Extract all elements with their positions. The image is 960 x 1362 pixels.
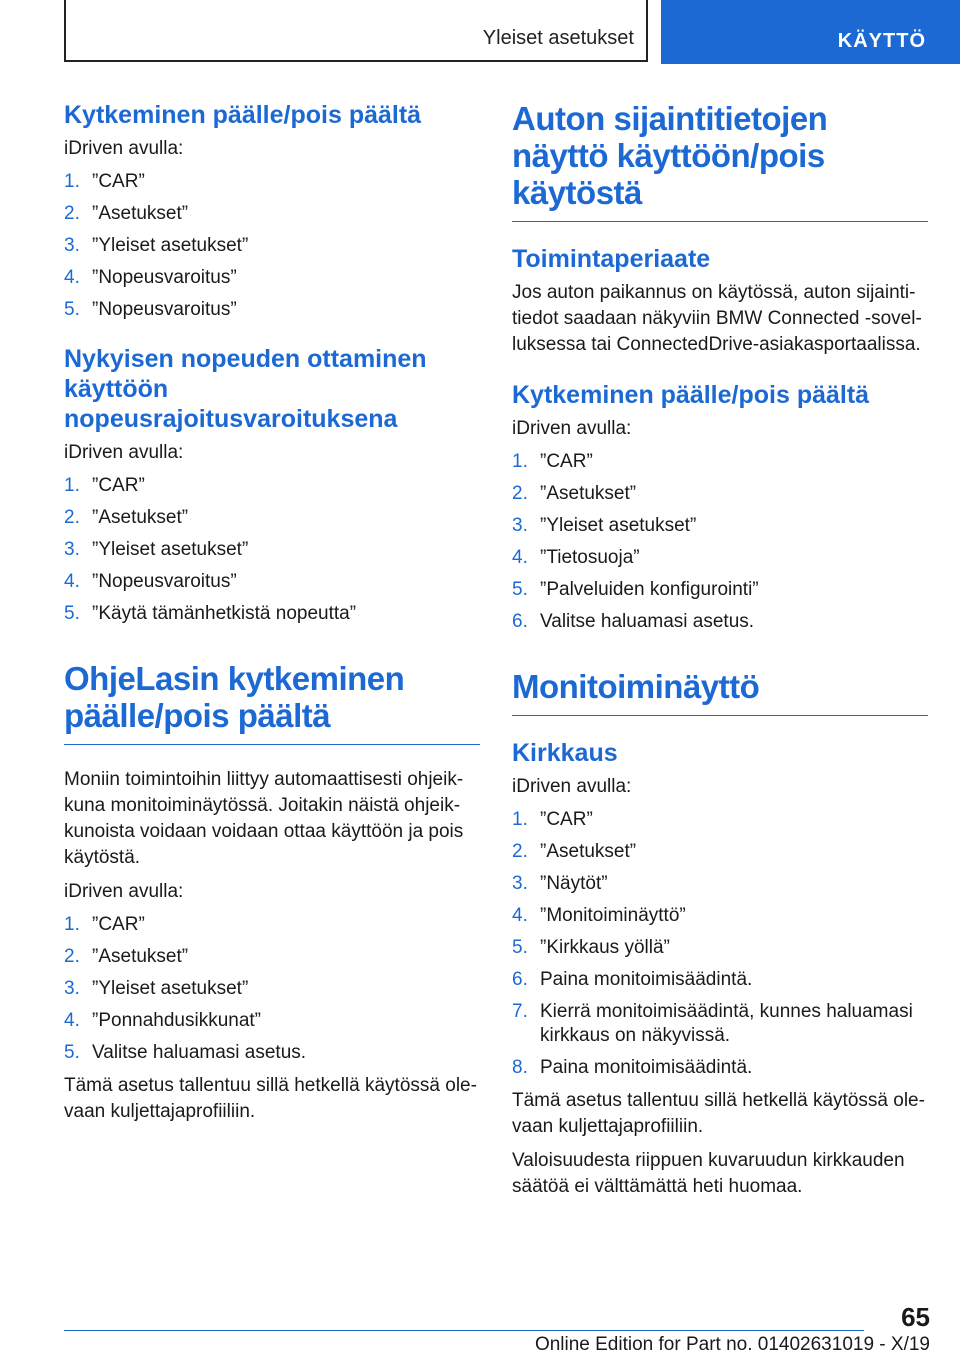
list-item: 4. ”Tietosuoja” (512, 547, 640, 568)
heading-divider (64, 744, 480, 745)
body-text: Moniin toimintoihin liittyy automaattisesti ohjeikkuna monitoiminäytössä. Joitakin näistä ohjeikkunoista voidaan voidaan ottaa käyttöön ja pois käytöstä. (64, 769, 464, 868)
note-text: Tämä asetus tallentuu sillä hetkellä käytössä olevaan kuljettajaprofiiliin. (512, 1090, 925, 1137)
section-heading: Nykyisen nopeuden ottaminen käyttöön nopeusrajoitusvaroituksena (64, 345, 427, 433)
list-item: 1. ”CAR” (512, 451, 593, 472)
list-item: 2. ”Asetukset” (64, 946, 189, 967)
section-heading: Kytkeminen päälle/pois päältä (64, 101, 422, 129)
list-item: 1. ”CAR” (512, 809, 593, 830)
steps-list (512, 808, 928, 1080)
steps-list (64, 474, 480, 626)
list-item: 3. ”Yleiset asetukset” (64, 235, 249, 256)
list-item: 1. ”CAR” (64, 475, 145, 496)
footer-divider (64, 1330, 864, 1331)
list-item: 2. ”Asetukset” (64, 203, 189, 224)
chapter-heading: OhjeLasin kytkeminen päälle/pois päältä (64, 660, 405, 734)
list-item: 5. ”Nopeusvaroitus” (64, 299, 237, 320)
intro-text: iDriven avulla: (64, 138, 184, 159)
steps-list (64, 913, 480, 1065)
note-text: Valoisuudesta riippuen kuvaruudun kirkkauden säätöä ei välttämättä heti huomaa. (512, 1150, 905, 1197)
page-number: 65 (901, 1302, 930, 1332)
heading-divider (512, 715, 928, 716)
list-item: 6. Paina monitoimisäädintä. (512, 969, 753, 990)
list-item: 5. ”Palveluiden konfigurointi” (512, 579, 759, 600)
list-item: 2. ”Asetukset” (64, 507, 189, 528)
list-item: 5. ”Käytä tämänhetkistä nopeutta” (64, 603, 357, 624)
header-chapter-label: KÄYTTÖ (837, 30, 926, 52)
body-text: Jos auton paikannus on käytössä, auton sijaintitiedot saadaan näkyviin BMW Connected -sovelluksessa tai ConnectedDrive-asiakasportaalissa. (512, 282, 922, 355)
header-chapter-tab (661, 0, 960, 64)
intro-text: iDriven avulla: (512, 418, 632, 439)
list-item: 3. ”Yleiset asetukset” (64, 539, 249, 560)
list-item: 1. ”CAR” (64, 914, 145, 935)
list-item: 8. Paina monitoimisäädintä. (512, 1057, 753, 1078)
list-item: 7. Kierrä monitoimisäädintä, kunnes haluamasi kirkkaus on näkyvissä. (512, 1001, 913, 1046)
list-item: 3. ”Yleiset asetukset” (512, 515, 697, 536)
header-section-label: Yleiset asetukset (482, 27, 634, 49)
chapter-heading: Monitoiminäyttö (512, 668, 760, 705)
section-heading: Kytkeminen päälle/pois päältä (512, 381, 870, 409)
list-item: 4. ”Nopeusvaroitus” (64, 571, 237, 592)
list-item: 5. ”Kirkkaus yöllä” (512, 937, 670, 958)
note-text: Tämä asetus tallentuu sillä hetkellä käytössä olevaan kuljettajaprofiiliin. (64, 1075, 477, 1122)
list-item: 6. Valitse haluamasi asetus. (512, 611, 755, 632)
intro-text: iDriven avulla: (512, 776, 632, 797)
intro-text: iDriven avulla: (64, 881, 184, 902)
steps-list (512, 450, 928, 634)
section-heading: Kirkkaus (512, 739, 618, 767)
list-item: 3. ”Näytöt” (512, 873, 608, 894)
list-item: 2. ”Asetukset” (512, 841, 637, 862)
list-item: 5. Valitse haluamasi asetus. (64, 1042, 307, 1063)
intro-text: iDriven avulla: (64, 442, 184, 463)
list-item: 4. ”Monitoiminäyttö” (512, 905, 686, 926)
footer-edition: Online Edition for Part no. 01402631019 - X/19 (534, 1334, 930, 1355)
heading-divider (512, 221, 928, 222)
list-item: 4. ”Nopeusvaroitus” (64, 267, 237, 288)
chapter-heading: Auton sijaintitietojen näyttö käyttöön/pois käytöstä (512, 100, 828, 211)
section-heading: Toimintaperiaate (512, 245, 711, 273)
list-item: 1. ”CAR” (64, 171, 145, 192)
steps-list (64, 170, 480, 322)
list-item: 4. ”Ponnahdusikkunat” (64, 1010, 261, 1031)
list-item: 3. ”Yleiset asetukset” (64, 978, 249, 999)
right-column (512, 100, 928, 1208)
header-section-tab (64, 0, 648, 62)
list-item: 2. ”Asetukset” (512, 483, 637, 504)
left-column (64, 100, 480, 1133)
